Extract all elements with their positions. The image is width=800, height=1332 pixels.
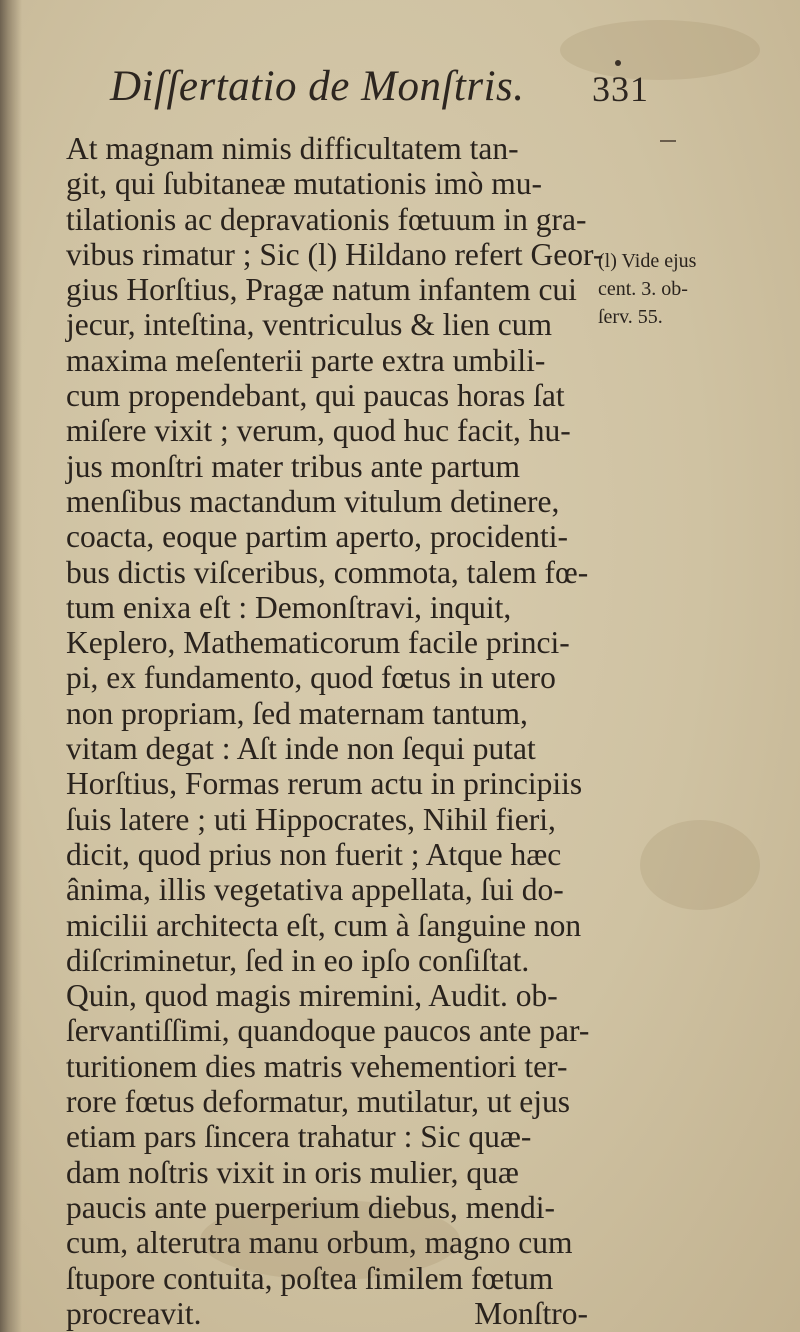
text-line: paucis ante puerperium diebus, mendi- <box>66 1189 555 1225</box>
text-line: At magnam nimis difficultatem tan- <box>66 131 519 166</box>
text-line: menſibus mactandum vitulum detinere, <box>66 483 560 519</box>
page-number: 331 <box>592 69 649 109</box>
text-line: cum propendebant, qui paucas horas ſat <box>66 378 565 414</box>
text-line: git, qui ſubitaneæ mutationis imò mu- <box>66 166 542 202</box>
gutter-shadow <box>0 0 22 1332</box>
text-line: dam noſtris vixit in oris mulier, quæ <box>66 1154 519 1190</box>
margin-dash <box>660 140 676 142</box>
text-line: vibus rimatur ; Sic (l) Hildano refert Geor- <box>66 236 604 272</box>
text-line: non propriam, ſed maternam tantum, <box>66 695 528 731</box>
text-line: etiam pars ſincera trahatur : Sic quæ- <box>66 1119 532 1155</box>
ink-dot <box>615 60 621 66</box>
text-line: ſtupore contuita, poſtea ſimilem fœtum <box>66 1260 554 1296</box>
text-line: ſervantiſſimi, quandoque paucos ante par- <box>66 1013 590 1049</box>
text-line: dicit, quod prius non fuerit ; Atque hæc <box>66 836 562 872</box>
last-text-line <box>66 1296 588 1331</box>
marginal-note <box>598 247 798 331</box>
text-line: micilii architecta eſt, cum à ſanguine non <box>66 907 582 943</box>
text-line: miſere vixit ; verum, quod huc facit, hu- <box>66 413 571 449</box>
text-line: rore fœtus deformatur, mutilatur, ut ejus <box>66 1084 570 1120</box>
text-line: maxima meſenterii parte extra umbili- <box>66 342 546 378</box>
text-line: jus monſtri mater tribus ante partum <box>66 448 521 484</box>
text-line: Quin, quod magis miremini, Audit. ob- <box>66 978 558 1014</box>
text-line: bus dictis viſceribus, commota, talem fœ- <box>66 554 589 590</box>
marginal-note-line: ſerv. 55. <box>598 306 663 328</box>
text-line: jecur, inteſtina, ventriculus & lien cum <box>66 307 552 343</box>
catchword: Monſtro- <box>474 1295 588 1331</box>
text-line: diſcriminetur, ſed in eo ipſo conſiſtat. <box>66 942 530 978</box>
text-line: tilationis ac depravationis fœtuum in gra- <box>66 201 587 237</box>
text-line: coacta, eoque partim aperto, procidenti- <box>66 519 569 555</box>
running-head: Diſſertatio de Monſtris. <box>110 63 525 110</box>
text-line: vitam degat : Aſt inde non ſequi putat <box>66 731 536 767</box>
main-text-block <box>66 131 604 1331</box>
last-line-text: procreavit. <box>66 1295 202 1331</box>
text-line: Keplero, Mathematicorum facile princi- <box>66 625 570 661</box>
text-line: pi, ex fundamento, quod fœtus in utero <box>66 660 556 696</box>
text-line: ânima, illis vegetativa appellata, ſui do- <box>66 872 564 908</box>
text-line: turitionem dies matris vehementiori ter- <box>66 1048 568 1084</box>
paper-stain <box>640 820 760 910</box>
text-line: cum, alterutra manu orbum, magno cum <box>66 1225 573 1261</box>
marginal-note-line: cent. 3. ob- <box>598 278 688 300</box>
marginal-note-line: (l) Vide ejus <box>598 250 697 272</box>
page-header <box>0 52 800 112</box>
text-line: ſuis latere ; uti Hippocrates, Nihil fieri, <box>66 801 556 837</box>
text-line: gius Horſtius, Pragæ natum infantem cui <box>66 272 577 308</box>
text-line: tum enixa eſt : Demonſtravi, inquit, <box>66 589 512 625</box>
text-line: Horſtius, Formas rerum actu in principiis <box>66 766 583 802</box>
